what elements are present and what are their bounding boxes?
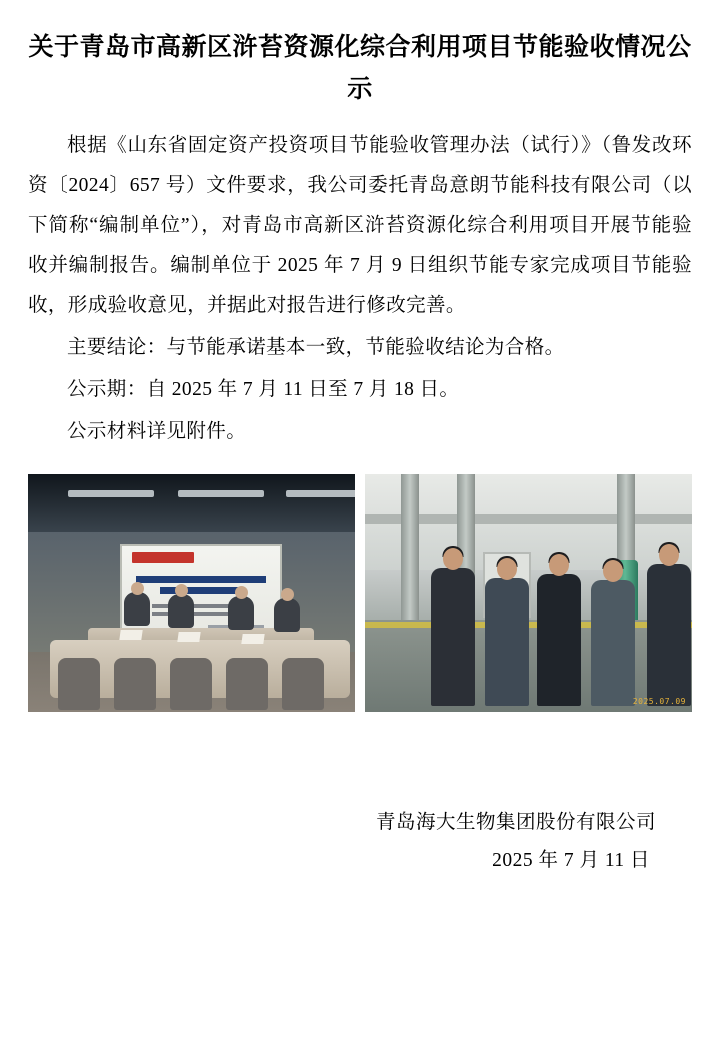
signature-date: 2025 年 7 月 11 日 xyxy=(492,850,650,871)
attendee xyxy=(274,598,300,632)
worker-head xyxy=(443,548,463,570)
chair xyxy=(170,658,212,710)
document-on-table xyxy=(177,632,200,642)
signature-block xyxy=(28,804,692,880)
attendee xyxy=(168,594,194,628)
document-on-table xyxy=(241,634,264,644)
document-on-table xyxy=(119,630,142,640)
paragraph-conclusion: 主要结论：与节能承诺基本一致，节能验收结论为合格。 xyxy=(67,337,565,358)
signature-company: 青岛海大生物集团股份有限公司 xyxy=(375,812,656,833)
chair xyxy=(114,658,156,710)
ceiling-light xyxy=(178,490,264,497)
worker-head xyxy=(659,544,679,566)
ceiling-light xyxy=(68,490,154,497)
attendee xyxy=(228,596,254,630)
worker-head xyxy=(603,560,623,582)
paragraph-attachment: 公示材料详见附件。 xyxy=(67,421,247,442)
chair xyxy=(58,658,100,710)
worker-head xyxy=(497,558,517,580)
worker xyxy=(431,568,475,706)
ceiling xyxy=(28,474,355,532)
worker xyxy=(591,580,635,706)
paragraph-background: 根据《山东省固定资产投资项目节能验收管理办法（试行）》（鲁发改环资〔2024〕657 号）文件要求，我公司委托青岛意朗节能科技有限公司（以下简称“编制单位”），对青岛市高新区浒苔资源化综合利用项目开展节能验收并编制报告。编制单位于 2025 年 7 月 9 日组织节能专家完成项目节能验收，形成验收意见，并据此对报告进行修改完善。 xyxy=(28,135,692,316)
worker xyxy=(647,564,691,706)
paragraph-publicity-period: 公示期：自 2025 年 7 月 11 日至 7 月 18 日。 xyxy=(67,379,460,400)
worker xyxy=(485,578,529,706)
worker xyxy=(537,574,581,706)
screen-title-line1 xyxy=(136,576,266,583)
ceiling-light xyxy=(286,490,355,497)
chair xyxy=(226,658,268,710)
plant-inspection-photo xyxy=(365,474,692,712)
screen-title-line2 xyxy=(160,587,242,594)
page-title: 关于青岛市高新区浒苔资源化综合利用项目节能验收情况公示 xyxy=(28,33,692,103)
meeting-room-photo xyxy=(28,474,355,712)
chair xyxy=(282,658,324,710)
attendee xyxy=(124,592,150,626)
photo-timestamp: 2025.07.09 xyxy=(632,697,686,706)
photo-row xyxy=(28,474,692,712)
worker-head xyxy=(549,554,569,576)
screen-logo xyxy=(132,552,194,563)
